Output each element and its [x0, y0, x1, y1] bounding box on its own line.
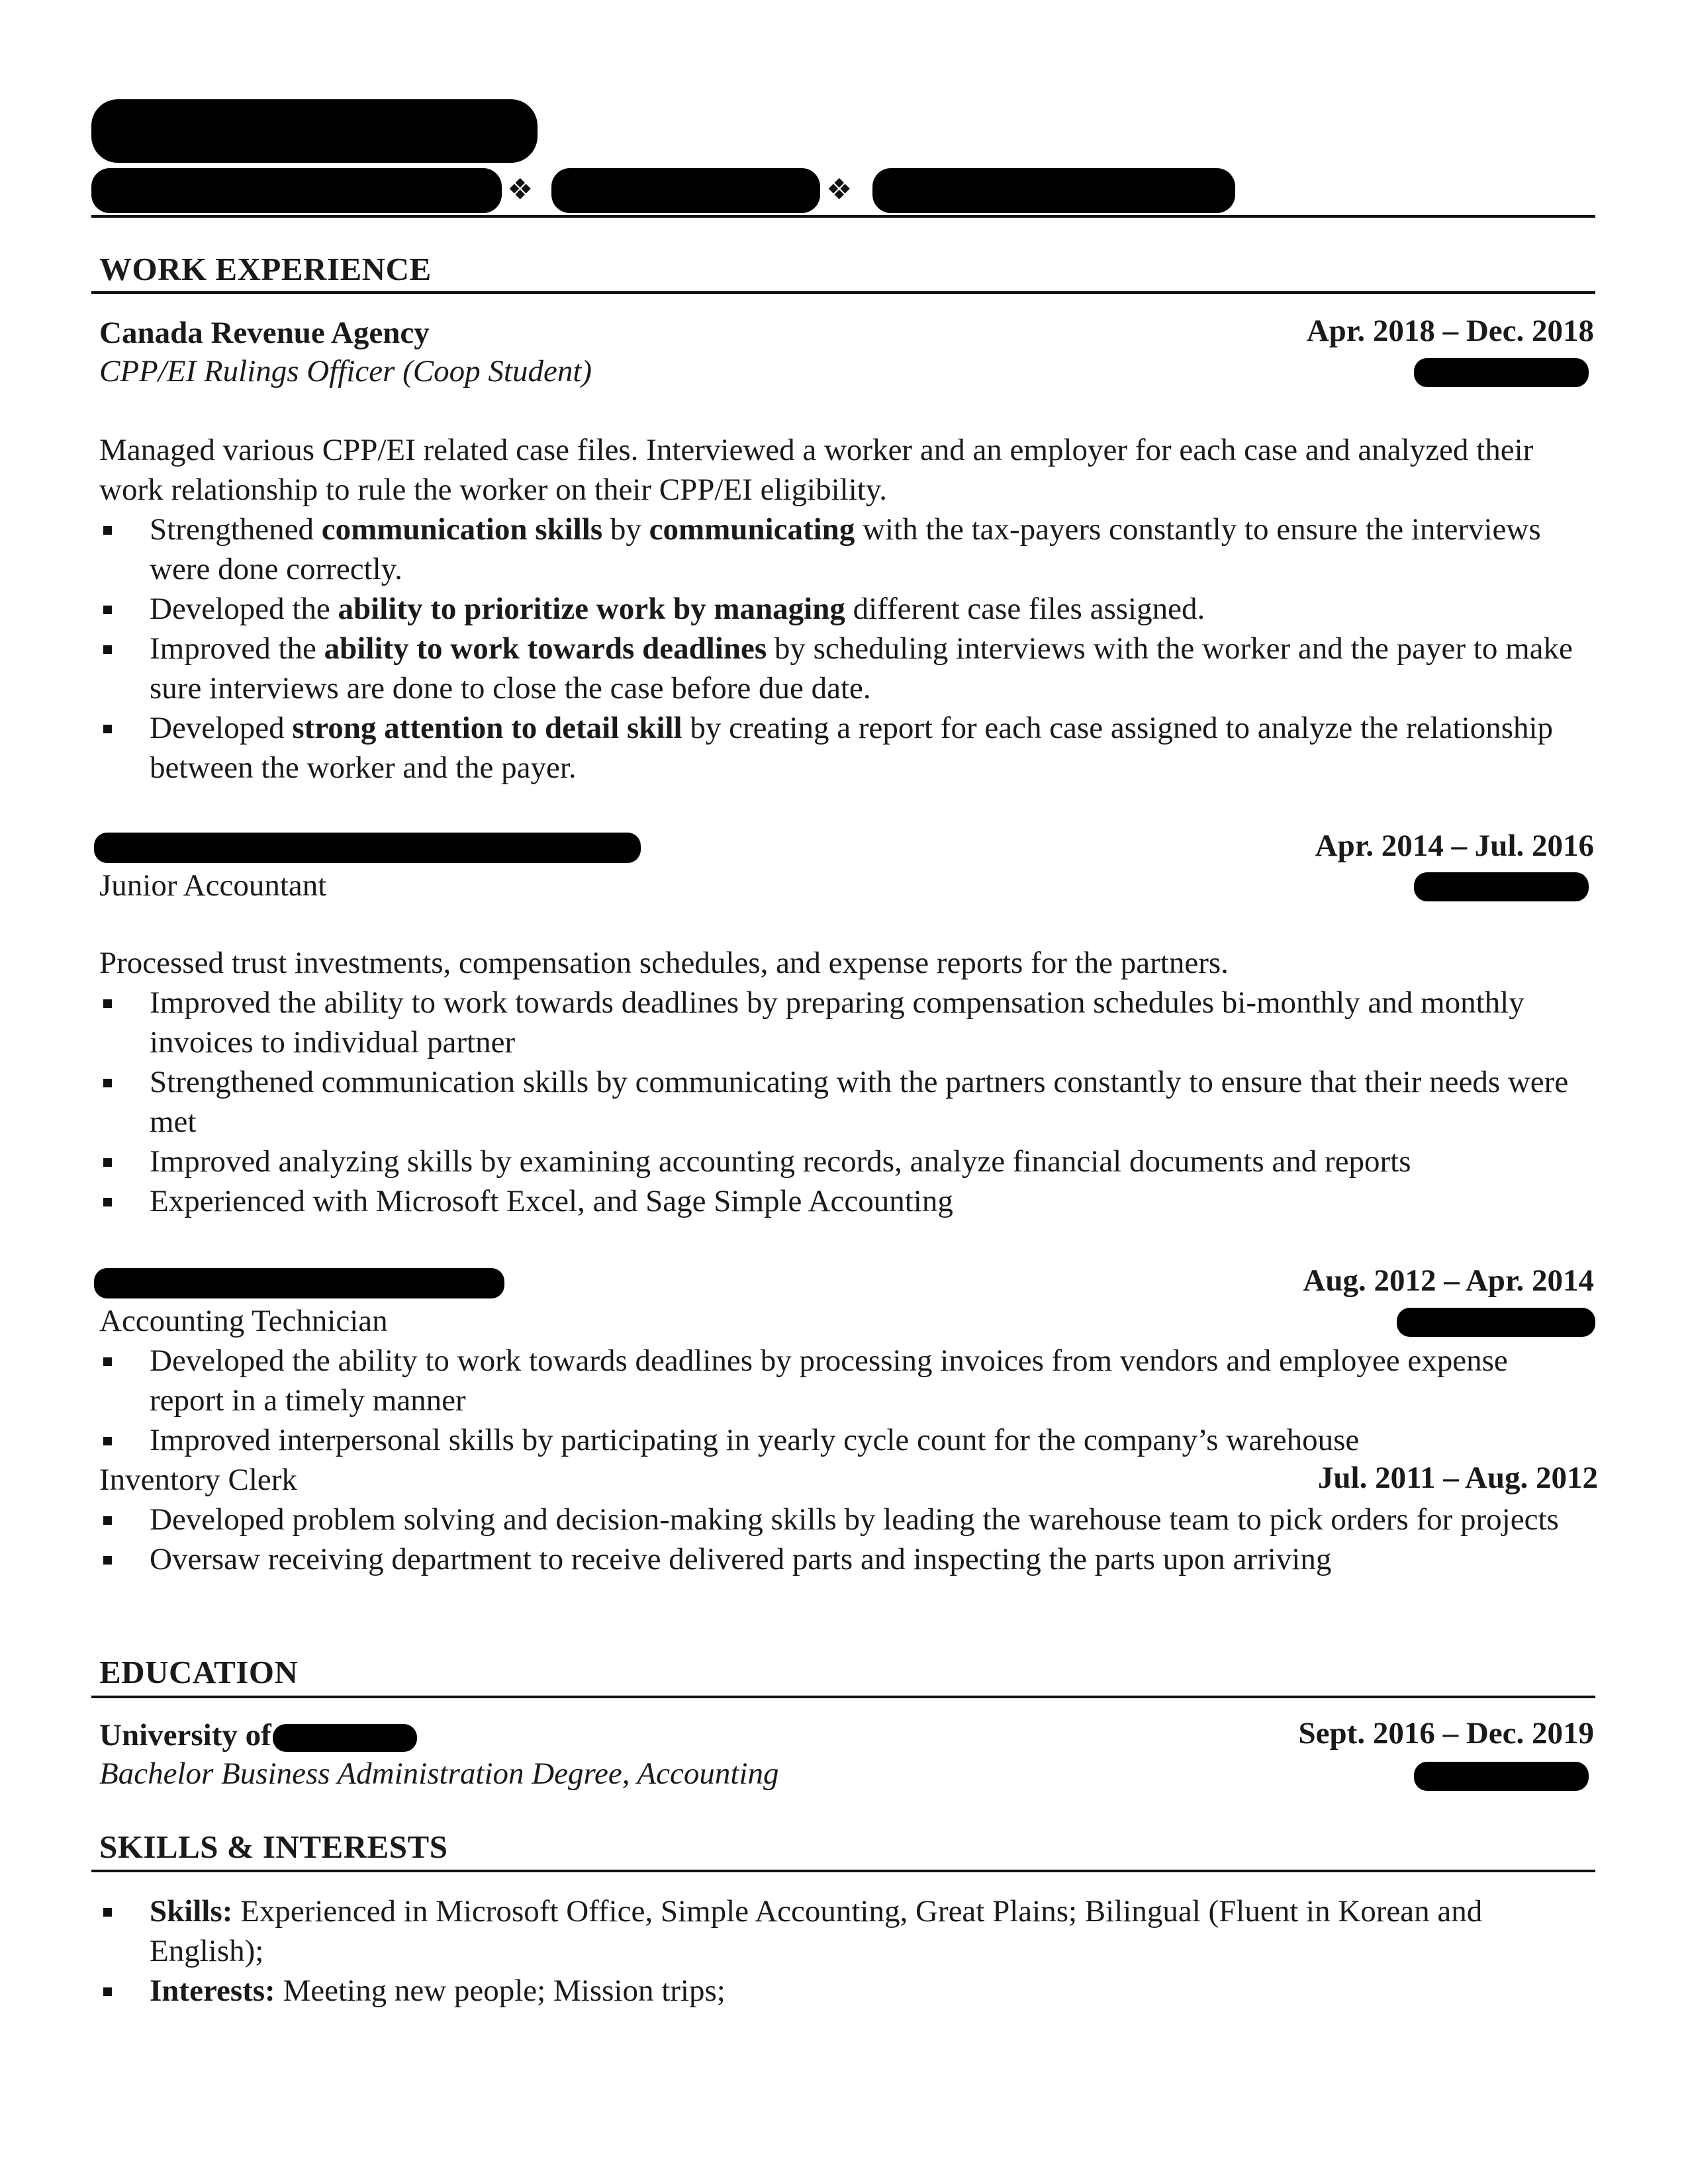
- list-item: Improved the ability to work towards deadlines by scheduling interviews with the worker and the payer to make sure interviews are done to close the case before due date.: [99, 629, 1589, 708]
- job-bullets: [99, 983, 1589, 1221]
- employer-name: Canada Revenue Agency: [99, 316, 430, 350]
- section-title-education: EDUCATION: [99, 1654, 299, 1690]
- job-dates: Aug. 2012 – Apr. 2014: [1303, 1263, 1594, 1298]
- list-item: Developed the ability to prioritize work by managing different case files assigned.: [99, 589, 1589, 629]
- job-role: Accounting Technician: [99, 1304, 388, 1338]
- section-title-skills: SKILLS & INTERESTS: [99, 1829, 448, 1865]
- redacted-location: [1414, 358, 1589, 387]
- section-title-work: WORK EXPERIENCE: [99, 251, 432, 287]
- list-item: Interests: Meeting new people; Mission trips;: [99, 1971, 1589, 2011]
- header-rule: [91, 215, 1595, 218]
- job-role: Inventory Clerk: [99, 1463, 297, 1497]
- job-role: Junior Accountant: [99, 868, 327, 903]
- list-item: Improved interpersonal skills by participating in yearly cycle count for the company’s warehouse: [99, 1420, 1589, 1460]
- list-item: Developed strong attention to detail skill by creating a report for each case assigned to analyze the relationship between the worker and the payer.: [99, 708, 1589, 788]
- redacted-employer: [94, 833, 641, 863]
- redacted-location: [1397, 1308, 1595, 1337]
- diamond-separator-icon: ❖: [507, 173, 534, 206]
- diamond-separator-icon: ❖: [826, 173, 853, 206]
- school-name: University of: [99, 1715, 417, 1755]
- job-bullets: [99, 1341, 1589, 1460]
- section-rule-work: [91, 291, 1595, 294]
- skills-list: [99, 1891, 1589, 2011]
- list-item: Experienced with Microsoft Excel, and Sage Simple Accounting: [99, 1181, 1589, 1221]
- job-bullets: [99, 510, 1589, 788]
- job-dates: Apr. 2014 – Jul. 2016: [1315, 829, 1594, 863]
- education-dates: Sept. 2016 – Dec. 2019: [1298, 1716, 1594, 1751]
- job-summary: Managed various CPP/EI related case files. Interviewed a worker and an employer for each case and analyzed their work relationship to rule the worker on their CPP/EI eligibility.: [99, 433, 1534, 507]
- list-item: Improved the ability to work towards deadlines by preparing compensation schedules bi-monthly and monthly invoices to individual partner: [99, 983, 1589, 1062]
- section-rule-skills: [91, 1870, 1595, 1872]
- redacted-school: [273, 1724, 417, 1752]
- job-role: CPP/EI Rulings Officer (Coop Student): [99, 354, 592, 388]
- list-item: Oversaw receiving department to receive delivered parts and inspecting the parts upon arriving: [99, 1539, 1589, 1579]
- redacted-location: [1414, 1762, 1589, 1791]
- list-item: Improved analyzing skills by examining accounting records, analyze financial documents and reports: [99, 1142, 1589, 1181]
- list-item: Strengthened communication skills by communicating with the partners constantly to ensure that their needs were met: [99, 1062, 1589, 1142]
- job-bullets: [99, 1500, 1589, 1579]
- redacted-employer: [94, 1268, 504, 1298]
- list-item: Skills: Experienced in Microsoft Office, Simple Accounting, Great Plains; Bilingual (Fluent in Korean and English);: [99, 1891, 1589, 1971]
- list-item: Developed the ability to work towards deadlines by processing invoices from vendors and employee expense report in a timely manner: [99, 1341, 1589, 1420]
- degree: Bachelor Business Administration Degree, Accounting: [99, 1756, 779, 1791]
- list-item: Strengthened communication skills by communicating with the tax-payers constantly to ensure the interviews were done correctly.: [99, 510, 1589, 589]
- redacted-name: [91, 99, 538, 163]
- list-item: Developed problem solving and decision-making skills by leading the warehouse team to pick orders for projects: [99, 1500, 1589, 1539]
- redacted-location: [1414, 872, 1589, 901]
- job-dates: Apr. 2018 – Dec. 2018: [1306, 314, 1594, 348]
- job-summary: Processed trust investments, compensation schedules, and expense reports for the partners.: [99, 946, 1229, 980]
- redacted-contact-2: [551, 168, 820, 213]
- redacted-contact-3: [872, 168, 1235, 213]
- job-dates: Jul. 2011 – Aug. 2012: [1317, 1461, 1598, 1495]
- redacted-contact-1: [91, 168, 502, 213]
- section-rule-education: [91, 1696, 1595, 1698]
